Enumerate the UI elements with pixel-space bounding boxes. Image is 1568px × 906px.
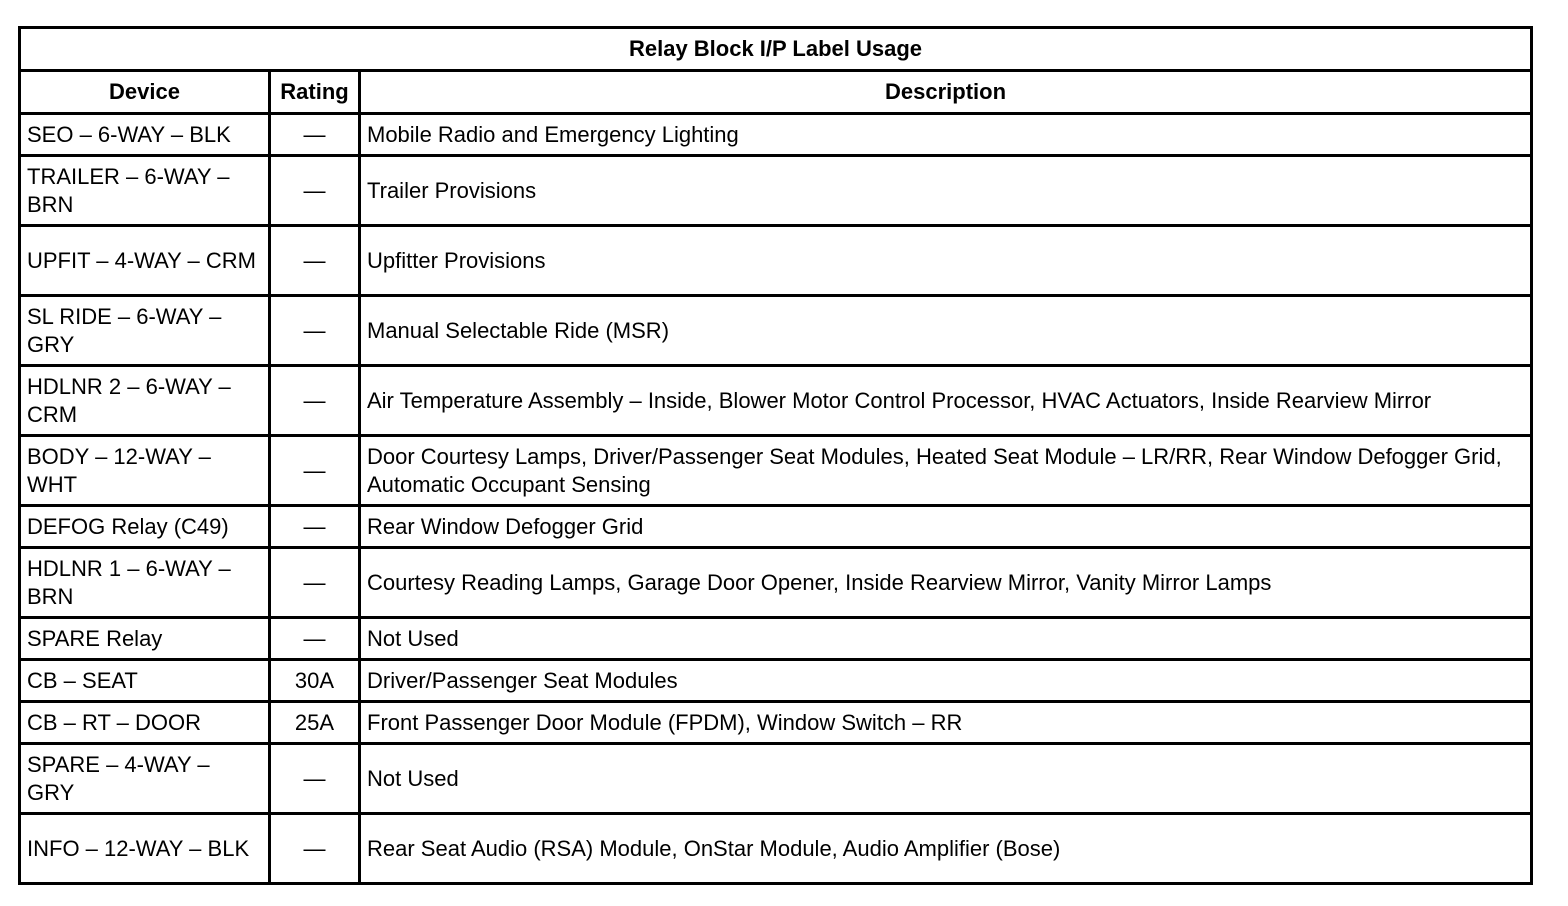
device-cell: SPARE Relay: [20, 618, 270, 660]
rating-cell: —: [270, 814, 360, 884]
table-row: [20, 506, 1532, 548]
description-cell: Trailer Provisions: [360, 156, 1532, 226]
description-cell: Front Passenger Door Module (FPDM), Window Switch – RR: [360, 702, 1532, 744]
table-header-row: [20, 71, 1532, 114]
device-cell: SEO – 6-WAY – BLK: [20, 114, 270, 156]
rating-cell: —: [270, 618, 360, 660]
device-cell: DEFOG Relay (C49): [20, 506, 270, 548]
device-cell: CB – RT – DOOR: [20, 702, 270, 744]
description-cell: Door Courtesy Lamps, Driver/Passenger Seat Modules, Heated Seat Module – LR/RR, Rear Window Defogger Grid, Automatic Occupant Sensing: [360, 436, 1532, 506]
device-cell: HDLNR 2 – 6-WAY – CRM: [20, 366, 270, 436]
table-row: [20, 814, 1532, 884]
table-row: [20, 156, 1532, 226]
rating-cell: —: [270, 226, 360, 296]
description-cell: Courtesy Reading Lamps, Garage Door Opener, Inside Rearview Mirror, Vanity Mirror Lamps: [360, 548, 1532, 618]
device-cell: SPARE – 4-WAY – GRY: [20, 744, 270, 814]
table-row: [20, 226, 1532, 296]
device-column-header: Device: [20, 71, 270, 114]
device-cell: TRAILER – 6-WAY – BRN: [20, 156, 270, 226]
rating-cell: —: [270, 744, 360, 814]
rating-cell: —: [270, 366, 360, 436]
table-title-row: [20, 28, 1532, 71]
table-row: [20, 114, 1532, 156]
table-row: [20, 618, 1532, 660]
rating-column-header: Rating: [270, 71, 360, 114]
rating-cell: —: [270, 114, 360, 156]
description-cell: Air Temperature Assembly – Inside, Blower Motor Control Processor, HVAC Actuators, Inside Rearview Mirror: [360, 366, 1532, 436]
device-cell: INFO – 12-WAY – BLK: [20, 814, 270, 884]
description-cell: Manual Selectable Ride (MSR): [360, 296, 1532, 366]
device-cell: HDLNR 1 – 6-WAY – BRN: [20, 548, 270, 618]
table-row: [20, 366, 1532, 436]
description-cell: Not Used: [360, 618, 1532, 660]
description-cell: Upfitter Provisions: [360, 226, 1532, 296]
device-cell: BODY – 12-WAY – WHT: [20, 436, 270, 506]
table-row: [20, 548, 1532, 618]
device-cell: CB – SEAT: [20, 660, 270, 702]
device-cell: SL RIDE – 6-WAY – GRY: [20, 296, 270, 366]
description-cell: Driver/Passenger Seat Modules: [360, 660, 1532, 702]
table-title: Relay Block I/P Label Usage: [20, 28, 1532, 71]
description-cell: Mobile Radio and Emergency Lighting: [360, 114, 1532, 156]
rating-cell: 30A: [270, 660, 360, 702]
description-cell: Rear Seat Audio (RSA) Module, OnStar Module, Audio Amplifier (Bose): [360, 814, 1532, 884]
rating-cell: —: [270, 506, 360, 548]
rating-cell: —: [270, 548, 360, 618]
description-column-header: Description: [360, 71, 1532, 114]
relay-block-table: [18, 26, 1533, 885]
rating-cell: 25A: [270, 702, 360, 744]
table-row: [20, 702, 1532, 744]
table-row: [20, 744, 1532, 814]
description-cell: Rear Window Defogger Grid: [360, 506, 1532, 548]
rating-cell: —: [270, 296, 360, 366]
description-cell: Not Used: [360, 744, 1532, 814]
rating-cell: —: [270, 156, 360, 226]
table-row: [20, 436, 1532, 506]
table-row: [20, 660, 1532, 702]
rating-cell: —: [270, 436, 360, 506]
device-cell: UPFIT – 4-WAY – CRM: [20, 226, 270, 296]
table-row: [20, 296, 1532, 366]
